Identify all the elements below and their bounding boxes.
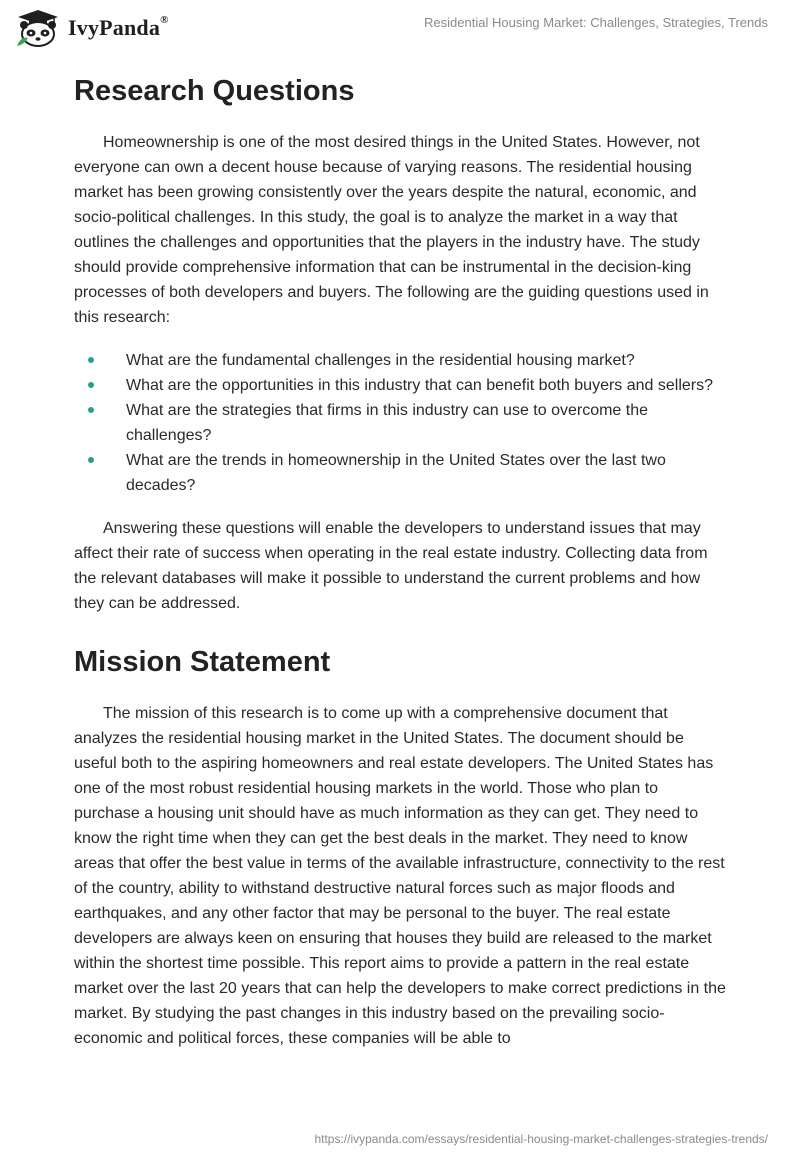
research-intro-paragraph: Homeownership is one of the most desired things in the United States. However, not everyone can own a decent house because of varying reasons. The residential housing market has been growing consistently over the years despite the natural, economic, and socio-political challenges. In this study, the goal is to analyze the market in a way that outlines the challenges and opportunities that the players in the industry have. The study should provide comprehensive information that can be instrumental in the decision-king processes of both developers and buyers. The following are the guiding questions used in this research: xyxy=(74,134,709,326)
mission-statement-paragraph: The mission of this research is to come up with a comprehensive document that analyzes the residential housing market in the United States. The document should be useful both to the aspiring homeowners and real estate developers. The United States has one of the most robust residential housing markets in the world. Those who plan to purchase a housing unit should have as much information as they can get. They need to know the right time when they can get the best deals in the market. They need to know areas that offer the best value in terms of the available infrastructure, connectivity to the rest of the country, ability to withstand destructive natural forces such as major floods and earthquakes, and any other factor that may be personal to the buyer. The real estate developers are always keen on ensuring that houses they build are released to the market within the shortest time possible. This report aims to provide a pattern in the real estate market over the last 20 years that can help the developers to make correct predictions in the market. By studying the past changes in this industry based on the prevailing socio-economic and political forces, these companies will be able to xyxy=(74,705,726,1047)
research-questions-heading: Research Questions xyxy=(74,75,355,107)
bullet-icon xyxy=(88,382,94,388)
brand-name: IvyPanda® xyxy=(68,13,169,40)
list-item: What are the opportunities in this industry that can benefit both buyers and sellers? xyxy=(74,373,728,398)
research-conclusion-paragraph: Answering these questions will enable the developers to understand issues that may affect their rate of success when operating in the real estate industry. Collecting data from the relevant databases will make it possible to understand the current problems and how they can be addressed. xyxy=(74,520,708,612)
source-url-link[interactable]: https://ivypanda.com/essays/residential-housing-market-challenges-strategies-trends/ xyxy=(314,1132,768,1146)
mission-statement-heading: Mission Statement xyxy=(74,646,331,678)
bullet-icon xyxy=(88,407,94,413)
list-item: What are the fundamental challenges in the residential housing market? xyxy=(74,348,728,373)
bullet-icon xyxy=(88,457,94,463)
research-questions-list xyxy=(74,348,728,498)
list-item: What are the strategies that firms in this industry can use to overcome the challenges? xyxy=(74,398,728,448)
bullet-icon xyxy=(88,357,94,363)
panda-logo-icon xyxy=(14,8,62,48)
list-item: What are the trends in homeownership in the United States over the last two decades? xyxy=(74,448,728,498)
document-title: Residential Housing Market: Challenges, Strategies, Trends xyxy=(424,15,768,30)
page-header xyxy=(0,0,800,50)
article-content xyxy=(74,72,728,1051)
logo[interactable] xyxy=(14,8,169,48)
